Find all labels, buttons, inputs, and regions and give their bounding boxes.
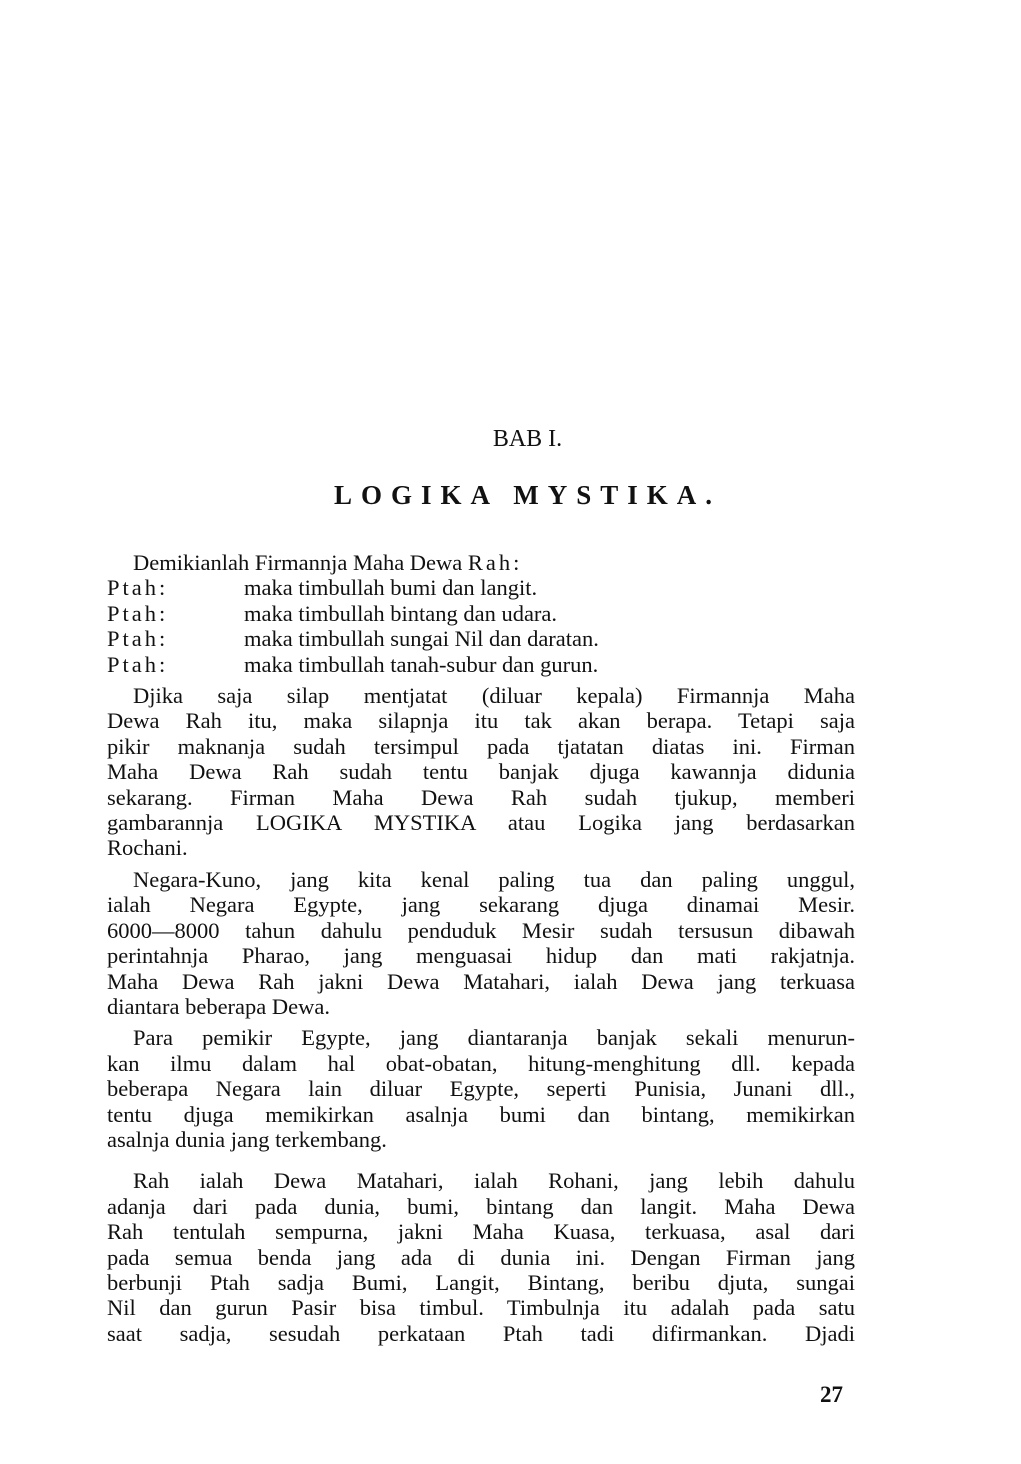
verse-line: [107, 575, 855, 600]
verse-block: [107, 575, 855, 677]
text-line: Dewa Rah itu, maka silapnja itu tak akan berapa. Tetapi saja: [107, 708, 855, 734]
intro-name: Rah:: [467, 550, 523, 575]
verse-line: [107, 601, 855, 626]
text-line: adanja dari pada dunia, bumi, bintang dan langit. Maha Dewa: [107, 1193, 855, 1219]
text-line: saat sadja, sesudah perkataan Ptah tadi difirmankan. Djadi: [107, 1320, 855, 1346]
intro-text: Demikianlah Firmannja Maha Dewa: [133, 550, 463, 575]
text-line: Negara-Kuno, jang kita kenal paling tua dan paling unggul,: [133, 866, 855, 892]
verse-label: Ptah:: [107, 651, 169, 677]
verse-label: Ptah:: [107, 626, 169, 652]
text-line: 6000—8000 tahun dahulu penduduk Mesir sudah tersusun dibawah: [107, 917, 855, 943]
text-line: Rochani.: [107, 835, 188, 861]
text-line: Rah ialah Dewa Matahari, ialah Rohani, jang lebih dahulu: [133, 1168, 855, 1194]
text-line: diantara beberapa Dewa.: [107, 993, 330, 1019]
verse-text: maka timbullah sungai Nil dan daratan.: [244, 626, 599, 652]
verse-line: [107, 626, 855, 651]
text-line: Rah tentulah sempurna, jakni Maha Kuasa, terkuasa, asal dari: [107, 1219, 855, 1245]
text-line: ialah Negara Egypte, jang sekarang djuga dinamai Mesir.: [107, 892, 855, 918]
text-line: tentu djuga memikirkan asalnja bumi dan bintang, memikirkan: [107, 1101, 855, 1127]
verse-text: maka timbullah bintang dan udara.: [244, 600, 558, 626]
text-line: Maha Dewa Rah sudah tentu banjak djuga kawannja didunia: [107, 759, 855, 785]
paragraph-2: [107, 867, 855, 1019]
chapter-heading: BAB I.: [492, 426, 563, 452]
text-line: pikir maknanja sudah tersimpul pada tjatatan diatas ini. Firman: [107, 733, 855, 759]
verse-text: maka timbullah tanah-subur dan gurun.: [244, 651, 599, 677]
verse-line: [107, 652, 855, 677]
text-line: sekarang. Firman Maha Dewa Rah sudah tjukup, memberi: [107, 784, 855, 810]
paragraph-1: [107, 683, 855, 861]
text-line: beberapa Negara lain diluar Egypte, seperti Punisia, Junani dll.,: [107, 1076, 855, 1102]
body-text: [107, 550, 855, 1346]
text-line: pada semua benda jang ada di dunia ini. Dengan Firman jang: [107, 1244, 855, 1270]
chapter-title: LOGIKA MYSTIKA.: [333, 480, 722, 510]
text-line: gambarannja LOGIKA MYSTIKA atau Logika jang berdasarkan: [107, 810, 855, 836]
paragraph-4: [107, 1168, 855, 1346]
text-line: perintahnja Pharao, jang menguasai hidup dan mati rakjatnja.: [107, 943, 855, 969]
verse-label: Ptah:: [107, 575, 169, 601]
text-line: berbunji Ptah sadja Bumi, Langit, Bintang, beribu djuta, sungai: [107, 1269, 855, 1295]
intro-line: [107, 550, 855, 575]
text-line: Para pemikir Egypte, jang diantaranja banjak sekali menurun-: [133, 1025, 855, 1051]
text-line: Djika saja silap mentjatat (diluar kepala) Firmannja Maha: [133, 683, 855, 709]
verse-text: maka timbullah bumi dan langit.: [244, 575, 538, 601]
page-number: 27: [820, 1382, 843, 1407]
text-line: asalnja dunia jang terkembang.: [107, 1126, 387, 1152]
text-line: Nil dan gurun Pasir bisa timbul. Timbulnja itu adalah pada satu: [107, 1295, 855, 1321]
verse-label: Ptah:: [107, 600, 169, 626]
paragraph-3: [107, 1025, 855, 1152]
text-line: kan ilmu dalam hal obat-obatan, hitung-menghitung dll. kepada: [107, 1050, 855, 1076]
text-line: Maha Dewa Rah jakni Dewa Matahari, ialah Dewa jang terkuasa: [107, 968, 855, 994]
